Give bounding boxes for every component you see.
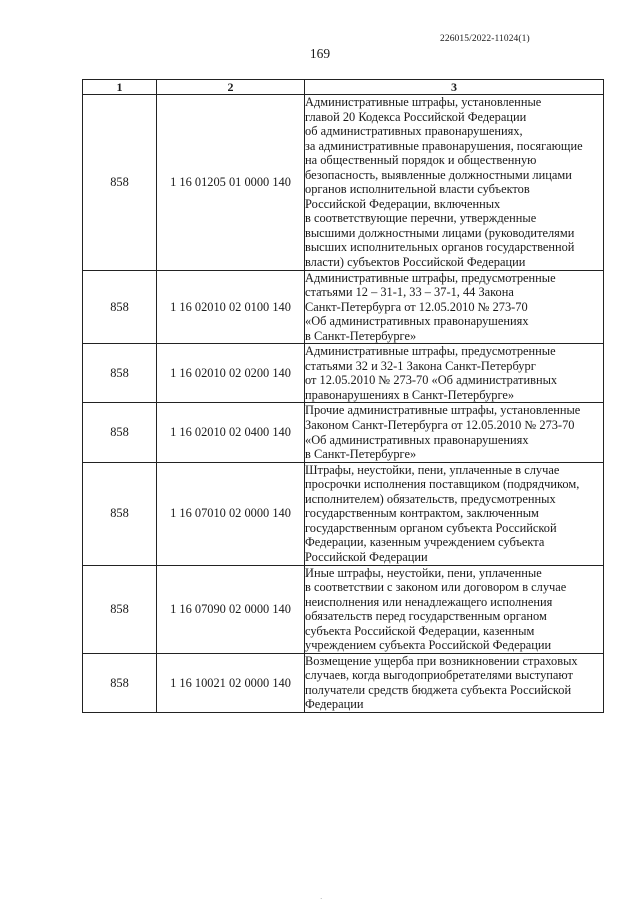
budget-classification-code-cell: 1 16 10021 02 0000 140 — [157, 653, 305, 712]
budget-classification-code-cell: 1 16 02010 02 0200 140 — [157, 344, 305, 403]
income-name-line: исполнителем) обязательств, предусмотренных — [305, 491, 556, 506]
income-name-line: неисполнения или ненадлежащего исполнения — [305, 594, 553, 609]
administrator-code-cell: 858 — [83, 270, 157, 344]
table-header-row — [83, 80, 604, 95]
income-name-cell — [305, 95, 604, 271]
income-name-line: в Санкт-Петербурге» — [305, 447, 417, 462]
income-name-line: государственным органом субъекта Российской — [305, 520, 557, 535]
budget-classification-code-cell: 1 16 02010 02 0100 140 — [157, 270, 305, 344]
income-name-line: главой 20 Кодекса Российской Федерации — [305, 109, 527, 124]
income-name-line: Федерации — [305, 697, 364, 712]
income-name-line: получатели средств бюджета субъекта Российской — [305, 682, 572, 697]
administrator-code-cell: 858 — [83, 344, 157, 403]
income-name-line: Административные штрафы, предусмотренные — [305, 270, 556, 285]
column-header-3: 3 — [305, 80, 604, 95]
income-name-line: Прочие административные штрафы, установленные — [305, 403, 581, 418]
income-name-line: от 12.05.2010 № 273-70 «Об административных — [305, 373, 558, 388]
income-name-line: статьями 12 – 31-1, 33 – 37-1, 44 Закона — [305, 285, 514, 300]
income-name-line: «Об административных правонарушениях — [305, 432, 529, 447]
income-name-line: Штрафы, неустойки, пени, уплаченные в случае — [305, 462, 560, 477]
table-row — [83, 403, 604, 462]
budget-classification-code-cell: 1 16 01205 01 0000 140 — [157, 95, 305, 271]
income-name-line: «Об административных правонарушениях — [305, 314, 529, 329]
income-name-cell — [305, 565, 604, 653]
income-name-line: Федерации, казенным учреждением субъекта — [305, 535, 545, 550]
scan-artifact-mark: · — [320, 895, 323, 903]
income-name-cell — [305, 270, 604, 344]
income-name-line: об административных правонарушениях, — [305, 124, 523, 139]
income-name-cell — [305, 403, 604, 462]
table-row — [83, 95, 604, 271]
budget-classification-code-cell: 1 16 07010 02 0000 140 — [157, 462, 305, 565]
administrator-code-cell: 858 — [83, 653, 157, 712]
income-name-line: безопасность, выявленные должностными лицами — [305, 167, 572, 182]
table-row — [83, 462, 604, 565]
income-name-line: в соответствующие перечни, утвержденные — [305, 211, 537, 226]
income-name-line: обязательств перед государственным органом — [305, 609, 547, 624]
income-name-line: на общественный порядок и общественную — [305, 153, 537, 168]
table-body — [83, 95, 604, 713]
income-name-line: власти) субъектов Российской Федерации — [305, 255, 526, 270]
income-name-cell — [305, 344, 604, 403]
income-name-line: статьями 32 и 32-1 Закона Санкт-Петербург — [305, 358, 536, 373]
income-name-line: Возмещение ущерба при возникновении страховых — [305, 653, 578, 668]
income-name-line: просрочки исполнения поставщиком (подрядчиком, — [305, 477, 580, 492]
budget-codes-table — [82, 79, 604, 713]
income-name-line: Российской Федерации, включенных — [305, 196, 501, 211]
income-name-line: государственным контрактом, заключенным — [305, 506, 539, 521]
table-row — [83, 344, 604, 403]
income-name-line: органов исполнительной власти субъектов — [305, 182, 530, 197]
income-name-line: Административные штрафы, установленные — [305, 95, 542, 109]
income-name-line: учреждением субъекта Российской Федерации — [305, 638, 552, 653]
page-number: 169 — [309, 46, 331, 61]
income-name-line: высших исполнительных органов государственной — [305, 240, 575, 255]
column-header-1: 1 — [83, 80, 157, 95]
administrator-code-cell: 858 — [83, 462, 157, 565]
income-name-line: субъекта Российской Федерации, казенным — [305, 623, 535, 638]
income-name-line: Административные штрафы, предусмотренные — [305, 344, 556, 359]
table-row — [83, 270, 604, 344]
income-name-line: Иные штрафы, неустойки, пени, уплаченные — [305, 565, 542, 580]
income-name-line: Российской Федерации — [305, 549, 428, 564]
income-name-line: в соответствии с законом или договором в случае — [305, 580, 567, 595]
budget-classification-code-cell: 1 16 02010 02 0400 140 — [157, 403, 305, 462]
table-header — [83, 80, 604, 95]
income-name-line: Санкт-Петербурга от 12.05.2010 № 273-70 — [305, 299, 528, 314]
income-name-cell — [305, 653, 604, 712]
table-row — [83, 653, 604, 712]
budget-classification-code-cell: 1 16 07090 02 0000 140 — [157, 565, 305, 653]
column-header-2: 2 — [157, 80, 305, 95]
document-registration-number: 226015/2022-11024(1) — [440, 34, 530, 44]
income-name-line: случаев, когда выгодоприобретателями выступают — [305, 668, 573, 683]
administrator-code-cell: 858 — [83, 95, 157, 271]
table-row — [83, 565, 604, 653]
income-name-cell — [305, 462, 604, 565]
income-name-line: за административные правонарушения, посягающие — [305, 138, 583, 153]
income-name-line: в Санкт-Петербурге» — [305, 328, 417, 343]
income-name-line: Законом Санкт-Петербурга от 12.05.2010 № 273-70 — [305, 418, 575, 433]
income-name-line: правонарушениях в Санкт-Петербурге» — [305, 387, 515, 402]
administrator-code-cell: 858 — [83, 565, 157, 653]
income-name-line: высшими должностными лицами (руководителями — [305, 225, 575, 240]
administrator-code-cell: 858 — [83, 403, 157, 462]
